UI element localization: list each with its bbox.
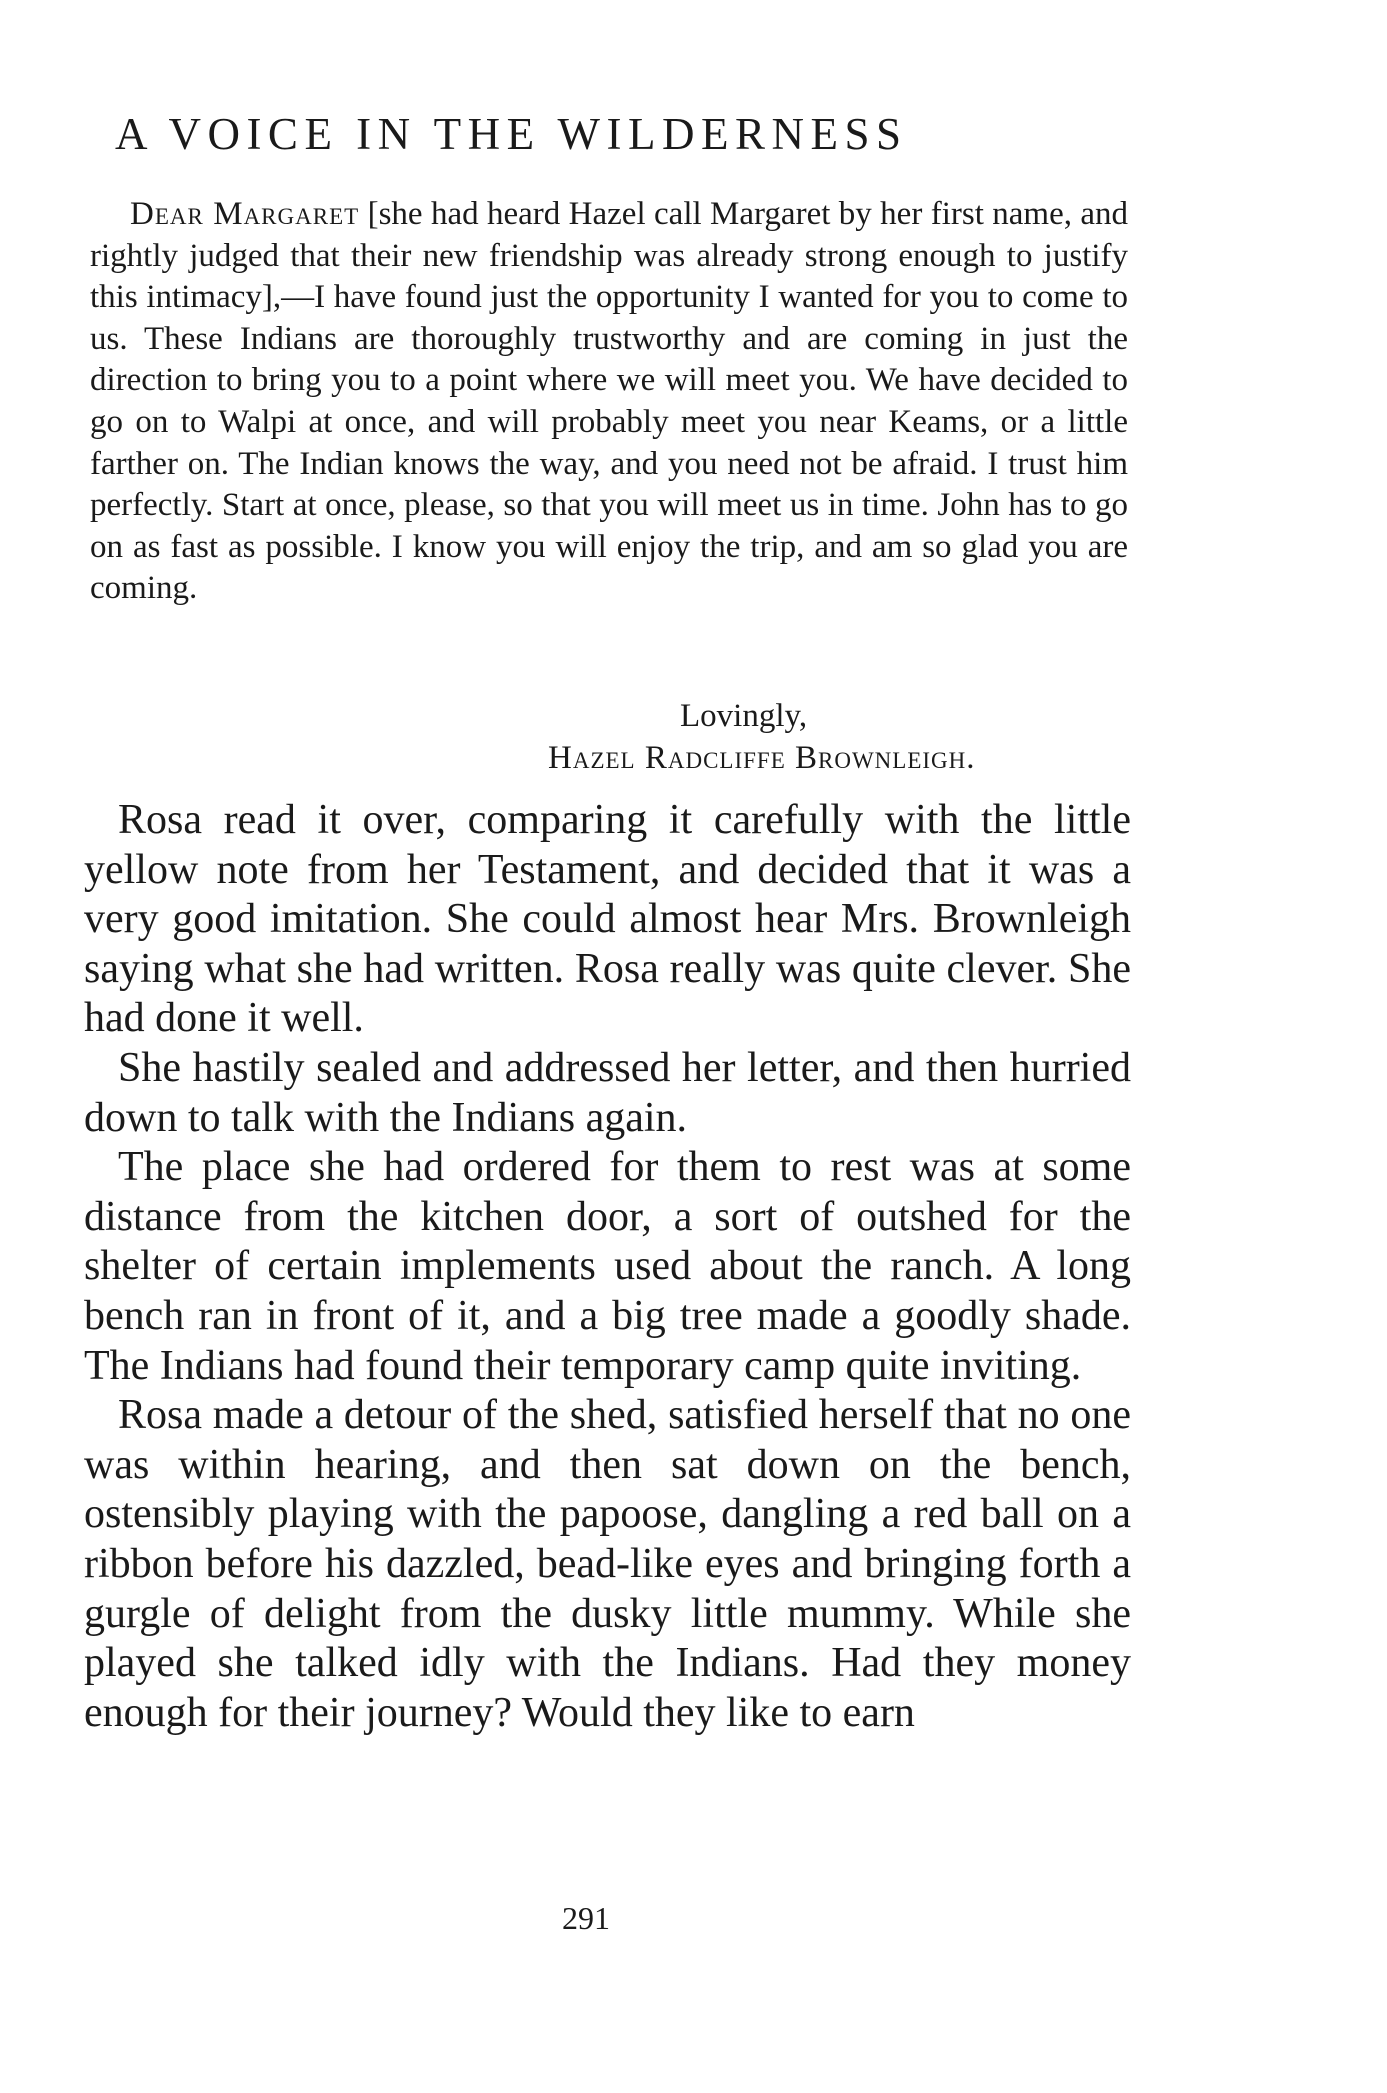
- letter-paragraph: [90, 194, 1128, 610]
- paragraph-2: She hastily sealed and addressed her letter, and then hurried down to talk with the Indians again.: [84, 1044, 1131, 1141]
- letter-closing: Lovingly,: [680, 698, 808, 734]
- running-head: A VOICE IN THE WILDERNESS: [115, 109, 908, 159]
- paragraph-4: Rosa made a detour of the shed, satisfied herself that no one was within hearing, and then sat down on the bench, ostensibly playing with the papoose, dangling a red ball on a ribbon before his dazzled, bead-like eyes and bringing forth a gurgle of delight from the dusky little mummy. While she played she talked idly with the Indians. Had they money enough for their journey? Would they like to earn: [84, 1392, 1131, 1736]
- letter-block: [90, 194, 1128, 610]
- paragraph-1: Rosa read it over, comparing it carefully with the little yellow note from her Testament, and decided that it was a very good imitation. She could almost hear Mrs. Brownleigh saying what she had written. Rosa really was quite clever. She had done it well.: [84, 797, 1131, 1042]
- letter-body: [she had heard Hazel call Margaret by her first name, and rightly judged that their new friendship was already strong enough to justify this intimacy],—I have found just the opportunity I wanted for you to come to us. These Indians are thoroughly trustworthy and are coming in just the direction to bring you to a point where we will meet you. We have decided to go on to Walpi at once, and will probably meet you near Keams, or a little farther on. The Indian knows the way, and you need not be afraid. I trust him perfectly. Start at once, please, so that you will meet us in time. John has to go on as fast as possible. I know you will enjoy the trip, and am so glad you are coming.: [90, 196, 1129, 607]
- body-text: [84, 796, 1131, 1738]
- paragraph-3: The place she had ordered for them to rest was at some distance from the kitchen door, a sort of outshed for the shelter of certain implements used about the ranch. A long bench ran in front of it, and a big tree made a goodly shade. The Indians had found their temporary camp quite inviting.: [84, 1144, 1131, 1389]
- page-number: 291: [562, 1900, 610, 1936]
- letter-signature: Hazel Radcliffe Brownleigh.: [548, 740, 976, 776]
- letter-salutation: Dear Margaret: [130, 196, 360, 232]
